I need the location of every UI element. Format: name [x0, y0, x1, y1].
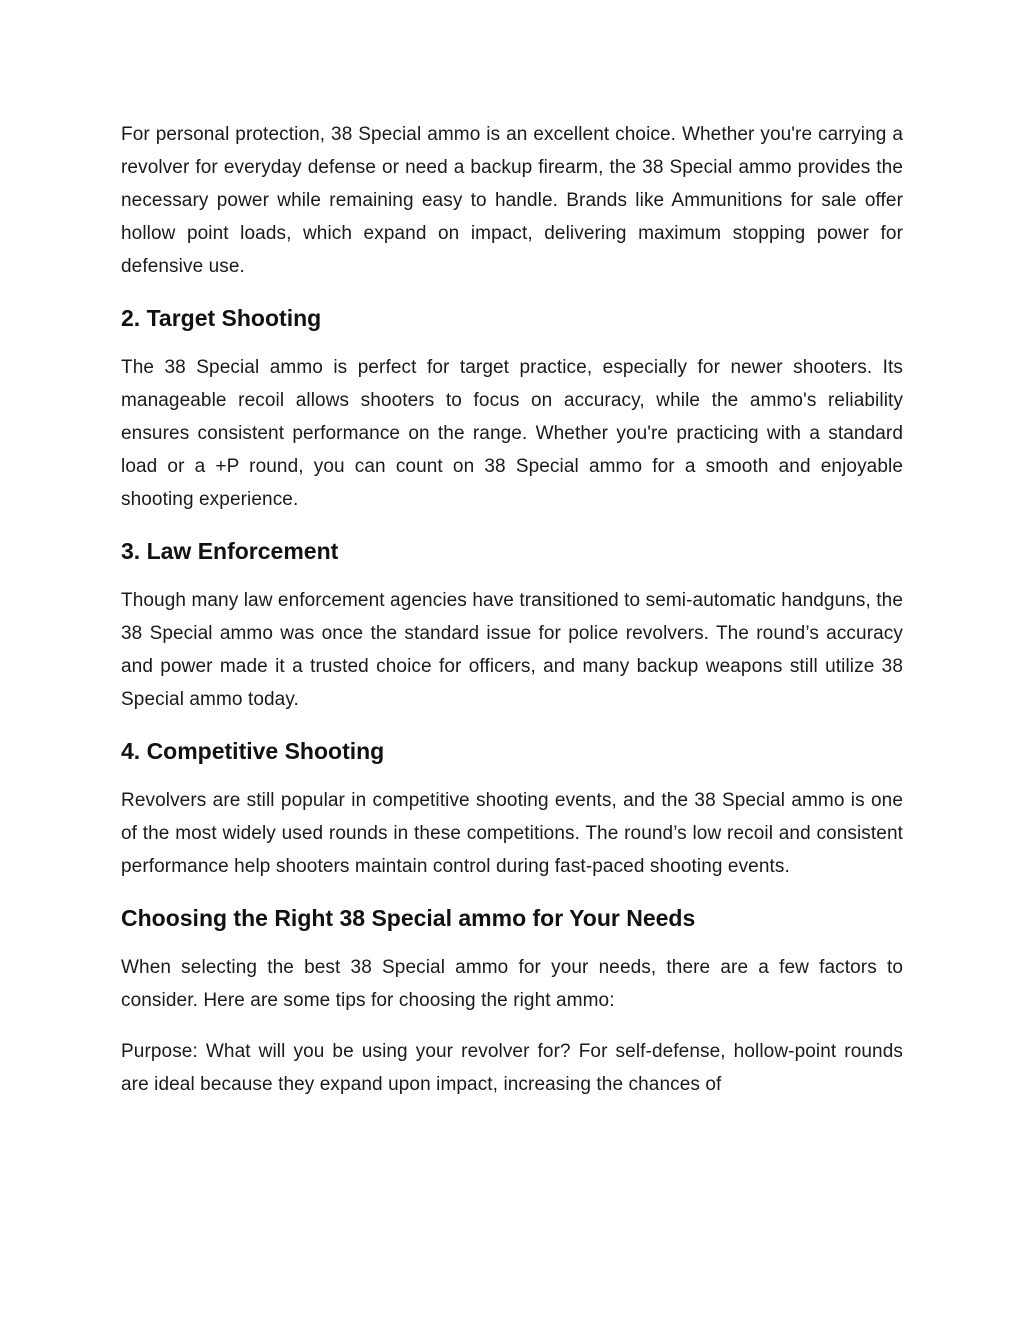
section-paragraph-target-shooting: The 38 Special ammo is perfect for target practice, especially for newer shooters. Its manageable recoil allows shooters to focus on accuracy, while the ammo's reliability ensures consistent performance on the range. Whether you're practicing with a standard load or a +P round, you can count on 38 Special ammo for a smooth and enjoyable shooting experience. [121, 357, 903, 510]
intro-paragraph: For personal protection, 38 Special ammo is an excellent choice. Whether you're carrying a revolver for everyday defense or need a backup firearm, the 38 Special ammo provides the necessary power while remaining easy to handle. Brands like Ammunitions for sale offer hollow point loads, which expand on impact, delivering maximum stopping power for defensive use. [121, 124, 903, 277]
section-heading-choosing: Choosing the Right 38 Special ammo for Your Needs [121, 905, 696, 931]
section-paragraph-law-enforcement: Though many law enforcement agencies have transitioned to semi-automatic handguns, the 38 Special ammo was once the standard issue for police revolvers. The round’s accuracy and power made it a trusted choice for officers, and many backup weapons still utilize 38 Special ammo today. [121, 590, 903, 710]
section-heading-competitive-shooting: 4. Competitive Shooting [121, 738, 385, 764]
section-heading-target-shooting: 2. Target Shooting [121, 305, 322, 331]
document-page [121, 118, 903, 1119]
section-paragraph-competitive-shooting: Revolvers are still popular in competitive shooting events, and the 38 Special ammo is one of the most widely used rounds in these competitions. The round’s low recoil and consistent performance help shooters maintain control during fast-paced shooting events. [121, 790, 903, 877]
choosing-paragraph-purpose: Purpose: What will you be using your revolver for? For self-defense, hollow-point rounds are ideal because they expand upon impact, increasing the chances of [121, 1041, 903, 1095]
section-heading-law-enforcement: 3. Law Enforcement [121, 538, 339, 564]
choosing-paragraph-intro: When selecting the best 38 Special ammo for your needs, there are a few factors to consider. Here are some tips for choosing the right ammo: [121, 957, 903, 1011]
